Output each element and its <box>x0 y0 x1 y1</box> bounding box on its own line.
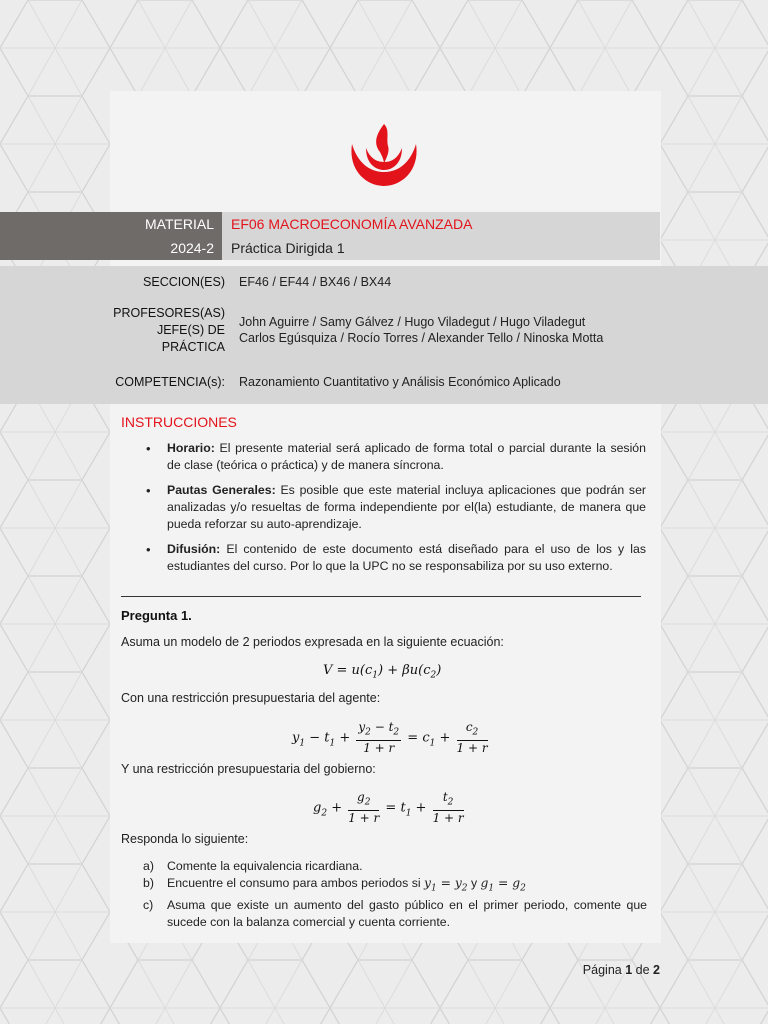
material-label: MATERIAL <box>145 216 214 232</box>
instructions-title: INSTRUCCIONES <box>121 414 237 430</box>
upc-logo-icon <box>346 118 422 188</box>
secciones-label: SECCION(ES) <box>143 275 225 289</box>
secciones-value: EF46 / EF44 / BX46 / BX44 <box>239 275 392 289</box>
list-item: b) Encuentre el consumo para ambos periodos si $y_1 = y_2$ y $g_1 = g_2$ <box>143 876 526 894</box>
profesores-label: PROFESORES(AS) JEFE(S) DE PRÁCTICA <box>113 306 225 354</box>
utility-equation: $V = u(c_1) + \beta u(c_2)$ <box>323 663 442 681</box>
period-label: 2024-2 <box>170 240 214 256</box>
list-item: a) Comente la equivalencia ricardiana. <box>143 859 363 873</box>
agent-budget-equation: $y_1 - t_1$ + $\frac{y_2 - t_2}{1 + r}$ = $c_1$ + $\frac{c_2}{1 + r}$ <box>292 720 488 756</box>
gov-budget-equation: $g_2$ + $\frac{g_2}{1 + r}$ = $t_1$ + $\frac{t_2}{1 + r}$ <box>313 790 464 826</box>
question-title: Pregunta 1. <box>121 608 192 623</box>
instructions-list <box>146 440 646 583</box>
course-title: EF06 MACROECONOMÍA AVANZADA <box>231 216 473 232</box>
list-item: c) Asuma que existe un aumento del gasto público en el primer periodo, comente que sucede con la balanza comercial y cuenta corriente. <box>143 898 647 930</box>
gov-constraint-text: Y una restricción presupuestaria del gobierno: <box>121 762 376 776</box>
list-item: • Pautas Generales: Es posible que este material incluya aplicaciones que podrán ser analizadas y/o resueltas de forma independiente por el(la) estudiante, de manera que pueda reforzar su auto-aprendizaje. <box>146 482 646 533</box>
profesores-value: John Aguirre / Samy Gálvez / Hugo Viladegut / Hugo Viladegut Carlos Egúsquiza / Rocío Torres / Alexander Tello / Ninoska Motta <box>239 315 604 345</box>
competencia-label: COMPETENCIA(s): <box>115 375 225 389</box>
list-item: • Horario: El presente material será aplicado de forma total o parcial durante la sesión de clase (teórica o práctica) y de manera síncrona. <box>146 440 646 474</box>
question-intro: Asuma un modelo de 2 periodos expresada en la siguiente ecuación: <box>121 635 504 649</box>
agent-constraint-text: Con una restricción presupuestaria del agente: <box>121 691 381 705</box>
header-label-bar <box>0 212 222 260</box>
list-item: • Difusión: El contenido de este documento está diseñado para el uso de los y las estudiantes del curso. Por lo que la UPC no se responsabiliza por su uso externo. <box>146 541 646 575</box>
competencia-value: Razonamiento Cuantitativo y Análisis Económico Aplicado <box>239 375 561 389</box>
respond-text: Responda lo siguiente: <box>121 832 249 846</box>
question-items <box>143 858 647 931</box>
practice-title: Práctica Dirigida 1 <box>231 240 345 256</box>
page-footer: Página 1 de 2 <box>582 963 660 977</box>
divider <box>121 596 641 597</box>
